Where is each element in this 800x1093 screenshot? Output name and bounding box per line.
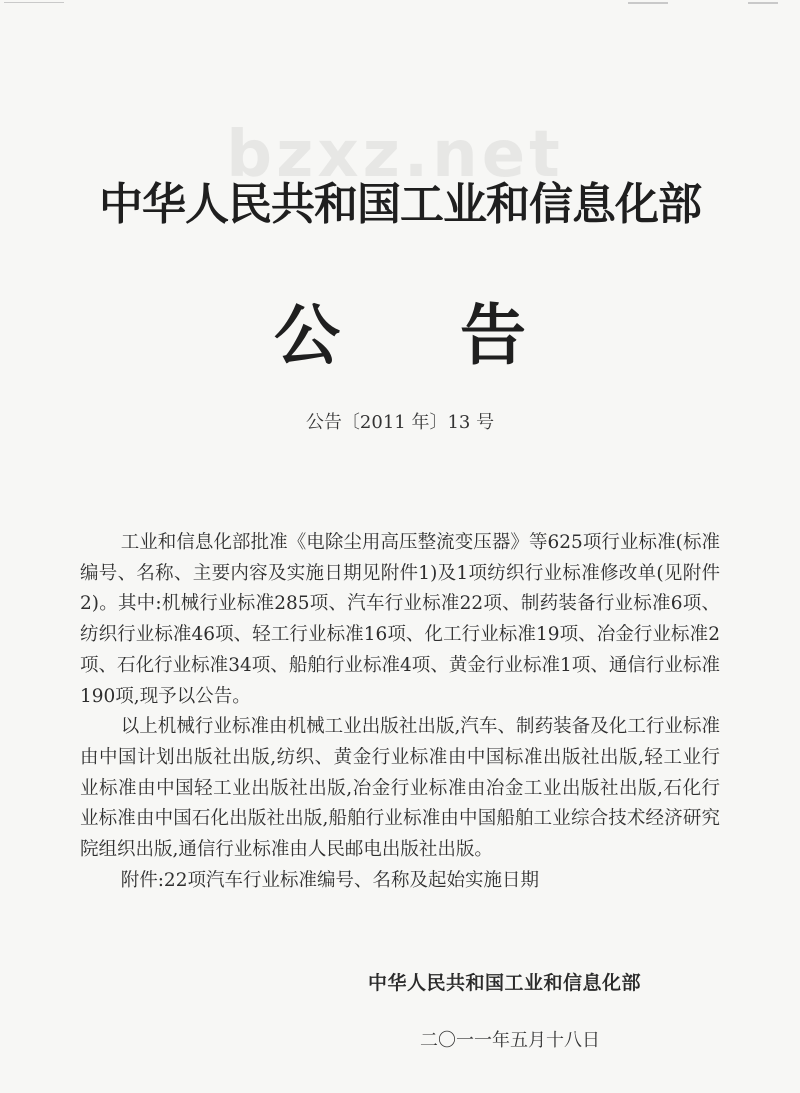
- signing-date: 二〇一一年五月十八日: [420, 1030, 600, 1051]
- document-number: 公告〔2011 年〕13 号: [305, 412, 495, 433]
- paragraph-publishers: 以上机械行业标准由机械工业出版社出版,汽车、制药装备及化工行业标准由中国计划出版社出版,纺织、黄金行业标准由中国标准出版社出版,轻工业行业标准由中国轻工业出版社出版,冶金行业标准由冶金工业出版社出版,石化行业标准由中国石化出版社出版,船舶行业标准由中国船舶工业综合技术经济研究院组织出版,通信行业标准由人民邮电出版社出版。: [80, 716, 720, 861]
- scan-edge-mark: [628, 2, 668, 4]
- issuing-authority-title: 中华人民共和国工业和信息化部: [99, 179, 701, 230]
- announcement-body: [80, 528, 720, 896]
- scan-edge-mark: [748, 2, 778, 4]
- paragraph-attachment: 附件:22项汽车行业标准编号、名称及起始实施日期: [120, 869, 539, 891]
- signing-authority: 中华人民共和国工业和信息化部: [368, 972, 642, 994]
- watermark: bzxz.net: [226, 118, 564, 192]
- paragraph-approval: 工业和信息化部批准《电除尘用高压整流变压器》等625项行业标准(标准编号、名称、主要内容及实施日期见附件1)及1项纺织行业标准修改单(见附件2)。其中:机械行业标准285项、汽车行业标准22项、制药装备行业标准6项、纺织行业标准46项、轻工行业标准16项、化工行业标准19项、冶金行业标准2项、石化行业标准34项、船舶行业标准4项、黄金行业标准1项、通信行业标准190项,现予以公告。: [80, 532, 720, 707]
- scan-edge-mark: [4, 2, 64, 3]
- document-title: 公告: [274, 296, 646, 374]
